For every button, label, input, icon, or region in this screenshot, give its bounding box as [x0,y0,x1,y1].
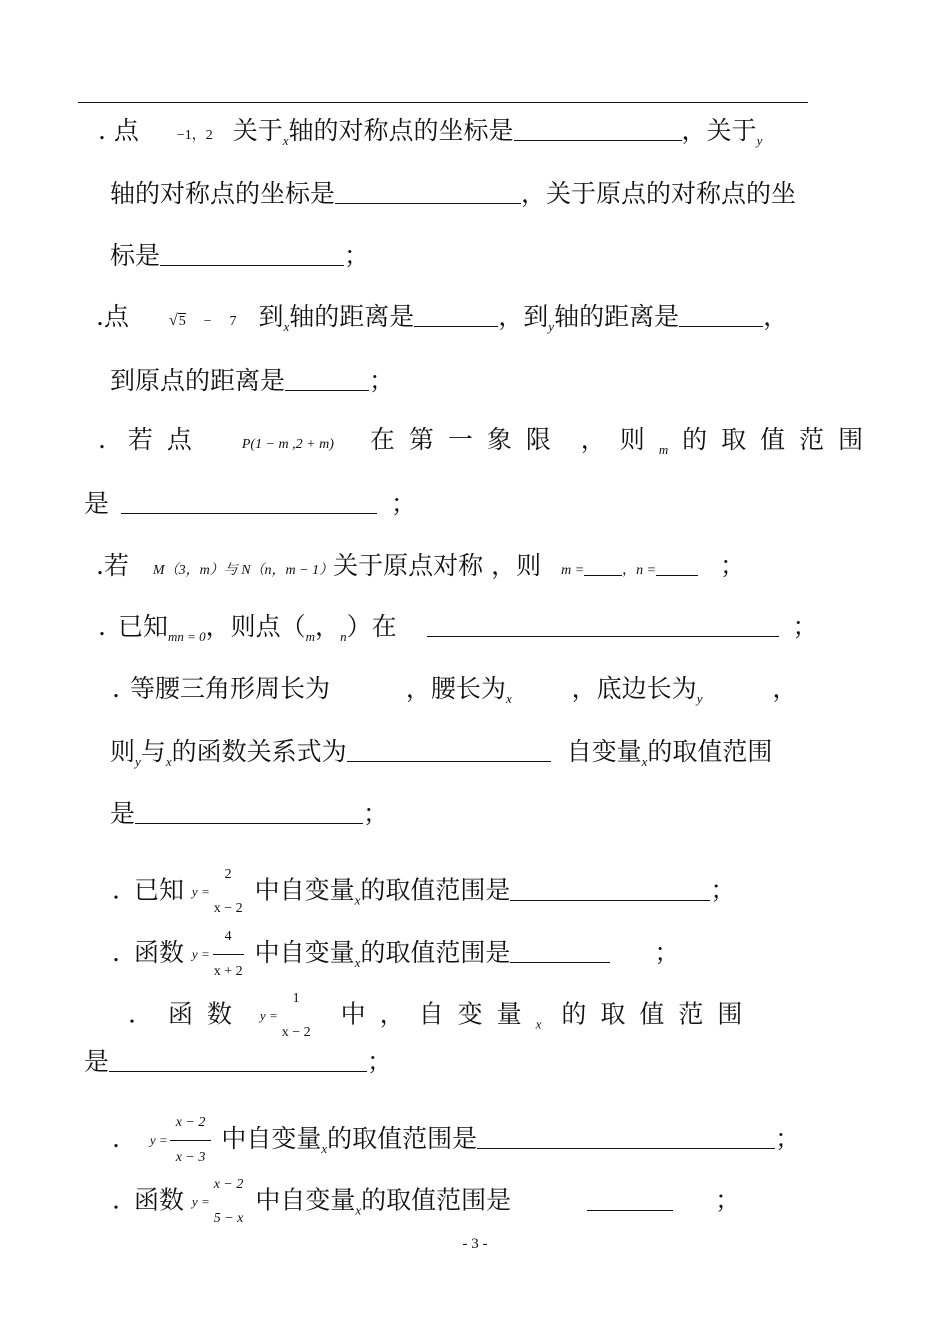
text: ）在 [346,612,397,641]
var-y: y [548,319,555,334]
text: ，关于原点的对称点的坐 [521,179,797,208]
condition-expression: mn = 0 [167,629,206,644]
var-x: x [282,133,289,148]
var-x: x [354,955,361,970]
answer-blank[interactable] [135,801,363,824]
text: 关于 [232,116,283,145]
var-x: x [283,319,290,334]
bullet: . [96,302,104,331]
fraction [170,1108,212,1173]
bullet: . [98,116,106,145]
text: 轴的距离是 [554,302,680,331]
var-x: x [354,892,361,908]
q5-line1 [98,612,818,652]
numerator: 2 [224,867,232,882]
text: 的函数关系式为 [171,737,347,766]
numerator: 1 [292,991,300,1006]
text: 轴的对称点的坐标是 [288,116,514,145]
var-n: n [340,629,347,644]
answer-blank[interactable] [514,118,682,141]
var-y: y [756,133,763,148]
text: 是 [110,799,136,828]
text: 点 [113,116,139,145]
text: 函数 [133,938,184,967]
minus: − [203,314,212,329]
q9-line2 [84,1047,392,1077]
text: 若 [103,551,129,580]
text: 则 [110,737,136,766]
answer-blank[interactable] [414,304,498,327]
text: 是 [84,1047,110,1076]
text: 中自变量 [221,1124,322,1153]
text: 轴的距离是 [289,302,415,331]
answer-blank-n[interactable] [656,559,698,576]
answer-blank[interactable] [285,368,369,391]
answer-blank[interactable] [679,304,763,327]
q6-line2 [110,737,772,777]
q3-line1 [98,425,877,465]
coord-x: −1 [176,128,192,143]
bullet: . [128,999,136,1029]
points-expression: M（3，m）与 N（n，m − 1） [152,563,334,578]
answer-blank[interactable] [121,491,377,514]
var-x: x [535,1016,542,1032]
text: ，腰长为 [405,674,506,703]
q4-line1 [96,551,745,586]
var-x: x [165,754,172,769]
answer-blank[interactable] [335,181,521,204]
text: 关于原点对称 [333,551,484,580]
text: 函数 [167,999,246,1029]
q8-line1 [112,922,679,987]
text: 自变量 [566,737,642,766]
equation-lhs: y = [191,884,210,899]
q1-line2 [110,179,796,209]
answer-blank[interactable] [587,1188,673,1211]
numerator: x − 2 [213,1177,244,1192]
text: ， [763,302,789,331]
var-m: m [305,629,316,644]
equation-lhs: y = [149,1132,168,1148]
text: ， [772,674,798,703]
var-y: y [135,754,141,769]
text: ，则 [580,425,659,454]
page-number: - 3 - [462,1236,488,1252]
text: ，则 [491,551,542,580]
text: 的取值范围是 [327,1124,478,1153]
var-x: x [505,691,512,706]
answer-blank[interactable] [477,1126,775,1149]
bullet: . [98,425,106,454]
text: 的取值范围是 [360,875,511,905]
text: ，则点（ [205,612,306,641]
text: 的取值范围 [647,737,773,766]
text: ； [369,366,395,395]
bullet: . [98,612,106,641]
bullet: . [112,1124,120,1153]
text: 中自变量 [255,1185,356,1215]
text: ； [391,489,417,518]
var-x: x [641,754,648,769]
bullet: . [96,551,104,580]
sqrt-radicand: 5 [178,314,186,329]
bullet: . [112,875,120,905]
text: ，到 [498,302,549,331]
text: 函数 [133,1185,184,1215]
text: 已知 [133,875,184,905]
var-m: m [658,442,669,457]
q9-line1 [128,984,756,1048]
var-x: x [355,1202,362,1218]
equation-lhs: y = [191,1194,210,1209]
text: 是 [84,489,110,518]
answer-blank[interactable] [160,243,344,266]
text: 与 [140,737,166,766]
text: 等腰三角形周长为 [129,674,330,703]
text: 点 [103,302,129,331]
equation-lhs: y = [259,1008,278,1023]
text: 标是 [110,241,161,270]
number: 7 [229,314,237,329]
denominator: 5 − x [213,1211,244,1226]
answer-blank[interactable] [347,739,551,762]
text: ； [710,875,736,905]
q6-line1 [112,674,797,714]
q11-line1 [112,1170,740,1234]
bullet: . [112,674,120,703]
text: 的取值范围 [682,425,878,454]
text: 若点 [127,425,206,454]
denominator: x + 2 [213,964,243,979]
text: 轴的对称点的坐标是 [110,179,336,208]
answer-blank[interactable] [427,614,779,637]
text: 在第一象限 [369,425,565,454]
answer-blank-m[interactable] [584,559,622,576]
m-equals: m = [561,563,585,578]
var-x: x [321,1141,328,1156]
q1-line3 [110,241,369,271]
text: ， [315,612,341,641]
text: ，关于 [681,116,757,145]
text: 中自变量 [254,875,355,905]
text: ； [792,612,818,641]
bullet: . [112,1185,120,1215]
q10-line1 [112,1108,800,1173]
text: ； [363,799,389,828]
answer-blank[interactable] [510,940,610,963]
text: ，底边长为 [571,674,697,703]
numerator: x − 2 [170,1108,212,1141]
text: 到原点的距离是 [110,366,286,395]
comma: ， [622,563,637,578]
coord-y: 2 [205,128,213,143]
q3-line2 [84,489,416,519]
n-equals: n = [636,563,657,578]
equation-lhs: y = [191,946,210,962]
fraction [280,984,313,1048]
q2-line1 [96,302,788,342]
point-expression: P(1 − m ,2 + m) [241,437,334,452]
sqrt-expression: √5 [168,312,186,329]
denominator: x − 2 [281,1025,311,1040]
q7-line1 [112,860,735,924]
denominator: x − 3 [175,1150,206,1165]
text: 中自变量 [254,938,355,967]
denominator: x − 2 [213,901,243,916]
text: 的取值范围是 [361,1185,512,1215]
text: 已知 [117,612,168,641]
q6-line3 [110,799,388,829]
comma: ， [191,128,206,143]
text: ； [367,1047,393,1076]
answer-blank[interactable] [109,1049,367,1072]
q1-line1 [98,116,762,156]
text: 到 [258,302,284,331]
text: ； [344,241,370,270]
var-y: y [696,691,703,706]
text: ； [715,1185,741,1215]
numerator: 4 [213,922,244,955]
fraction [212,922,245,987]
text: ； [775,1124,801,1153]
fraction [212,860,245,924]
text: 的取值范围是 [360,938,511,967]
text: 的取值范围 [561,999,757,1029]
text: ； [654,938,680,967]
q2-line2 [110,366,394,396]
text: 中，自变量 [340,999,536,1029]
answer-blank[interactable] [510,878,710,901]
text: ； [720,551,746,580]
fraction [212,1170,246,1234]
bullet: . [112,938,120,967]
